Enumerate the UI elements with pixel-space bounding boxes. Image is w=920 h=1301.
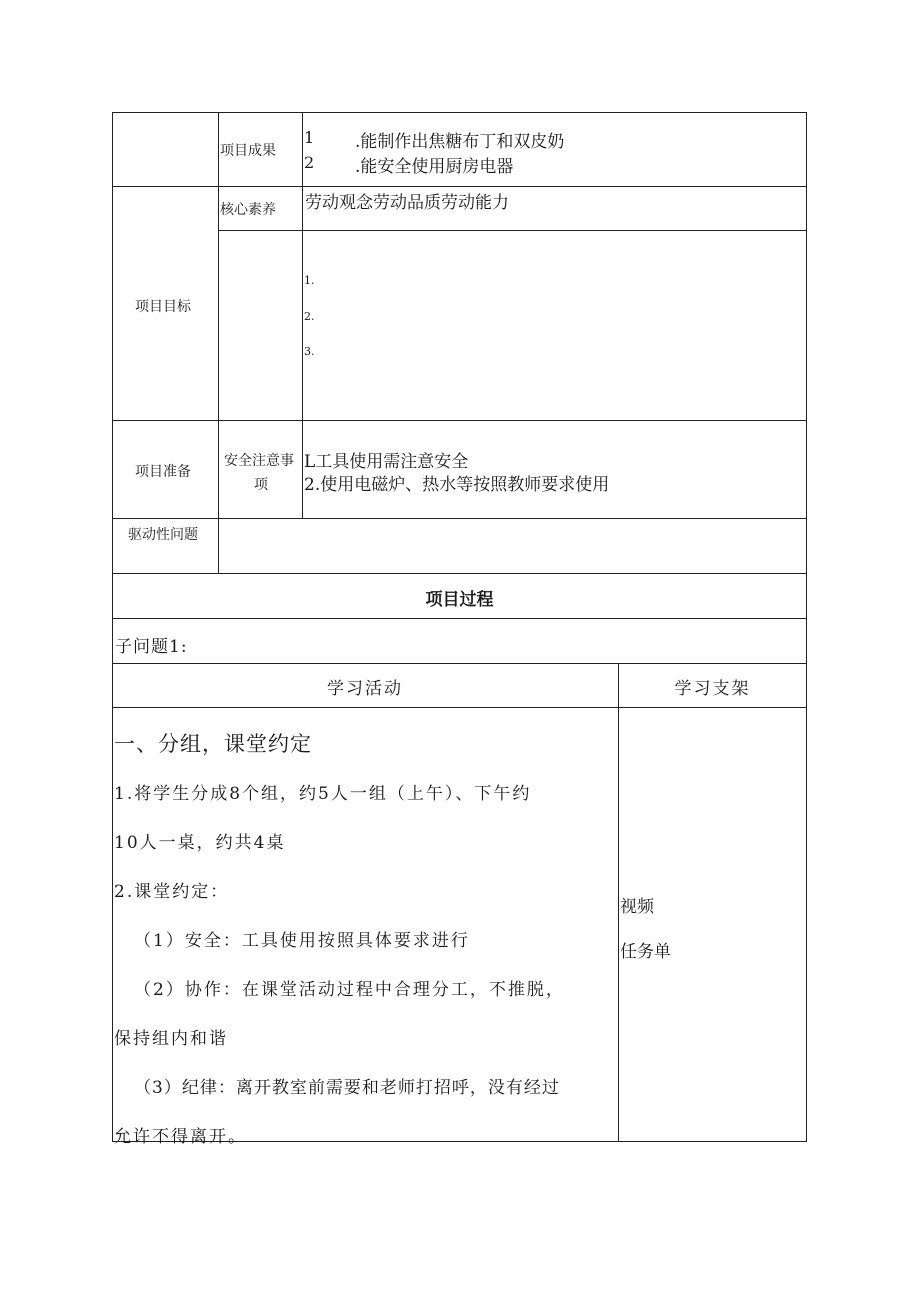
row-divider <box>112 707 807 708</box>
activity-line: 允许不得离开。 <box>114 1127 247 1147</box>
process-title: 项目过程 <box>425 590 494 610</box>
row-divider <box>112 573 807 574</box>
activity-line: （3）纪律：离开教室前需要和老师打招呼，没有经过 <box>134 1078 560 1098</box>
achievement-text-1: .能制作出焦糖布丁和双皮奶 <box>355 132 565 152</box>
goals-label: 项目目标 <box>135 299 191 315</box>
safety-label: 安全注意事 <box>224 453 294 469</box>
activity-line: 10人一桌，约共4桌 <box>114 833 286 853</box>
border-left <box>112 112 113 1142</box>
achievement-num-2: 2 <box>304 153 315 172</box>
col-divider <box>302 112 303 519</box>
border-top <box>112 112 807 113</box>
col-header-support: 学习支架 <box>674 679 751 699</box>
row-divider <box>112 518 807 519</box>
row-divider <box>112 663 807 664</box>
row-divider <box>112 420 807 421</box>
safety-label-cont: 项 <box>254 477 268 493</box>
goal-item-1: 1. <box>304 274 315 287</box>
sub-question-label: 子问题1: <box>115 637 188 657</box>
achievement-text-2: .能安全使用厨房电器 <box>355 157 514 177</box>
activity-line: 2.课堂约定： <box>114 882 230 902</box>
achievement-num-1: 1 <box>304 128 315 147</box>
row-divider <box>218 230 807 231</box>
activity-heading: 一、分组，课堂约定 <box>114 732 312 756</box>
goal-item-3: 3. <box>304 345 315 358</box>
achievements-label: 项目成果 <box>220 143 276 159</box>
activity-line: （1）安全：工具使用按照具体要求进行 <box>134 931 470 951</box>
support-item-video: 视频 <box>620 897 654 917</box>
driving-question-label: 驱动性问题 <box>128 527 198 543</box>
activity-line: 保持组内和谐 <box>114 1029 228 1049</box>
safety-item-2: 2.使用电磁炉、热水等按照教师要求使用 <box>304 475 610 495</box>
row-divider <box>112 618 807 619</box>
col-divider <box>618 663 619 1142</box>
border-right <box>806 112 807 1142</box>
col-divider <box>218 112 219 574</box>
activity-line: 1.将学生分成8个组，约5人一组（上午）、下午约 <box>114 784 532 804</box>
activity-line: （2）协作：在课堂活动过程中合理分工，不推脱， <box>134 980 565 1000</box>
preparation-label: 项目准备 <box>135 464 191 480</box>
core-literacy-text: 劳动观念劳动品质劳动能力 <box>305 193 509 213</box>
core-literacy-label: 核心素养 <box>220 202 276 218</box>
safety-item-1: L工具使用需注意安全 <box>304 452 469 472</box>
goal-item-2: 2. <box>304 310 315 323</box>
support-item-tasksheet: 任务单 <box>620 942 671 962</box>
row-divider <box>112 186 807 187</box>
col-header-activity: 学习活动 <box>327 679 403 699</box>
